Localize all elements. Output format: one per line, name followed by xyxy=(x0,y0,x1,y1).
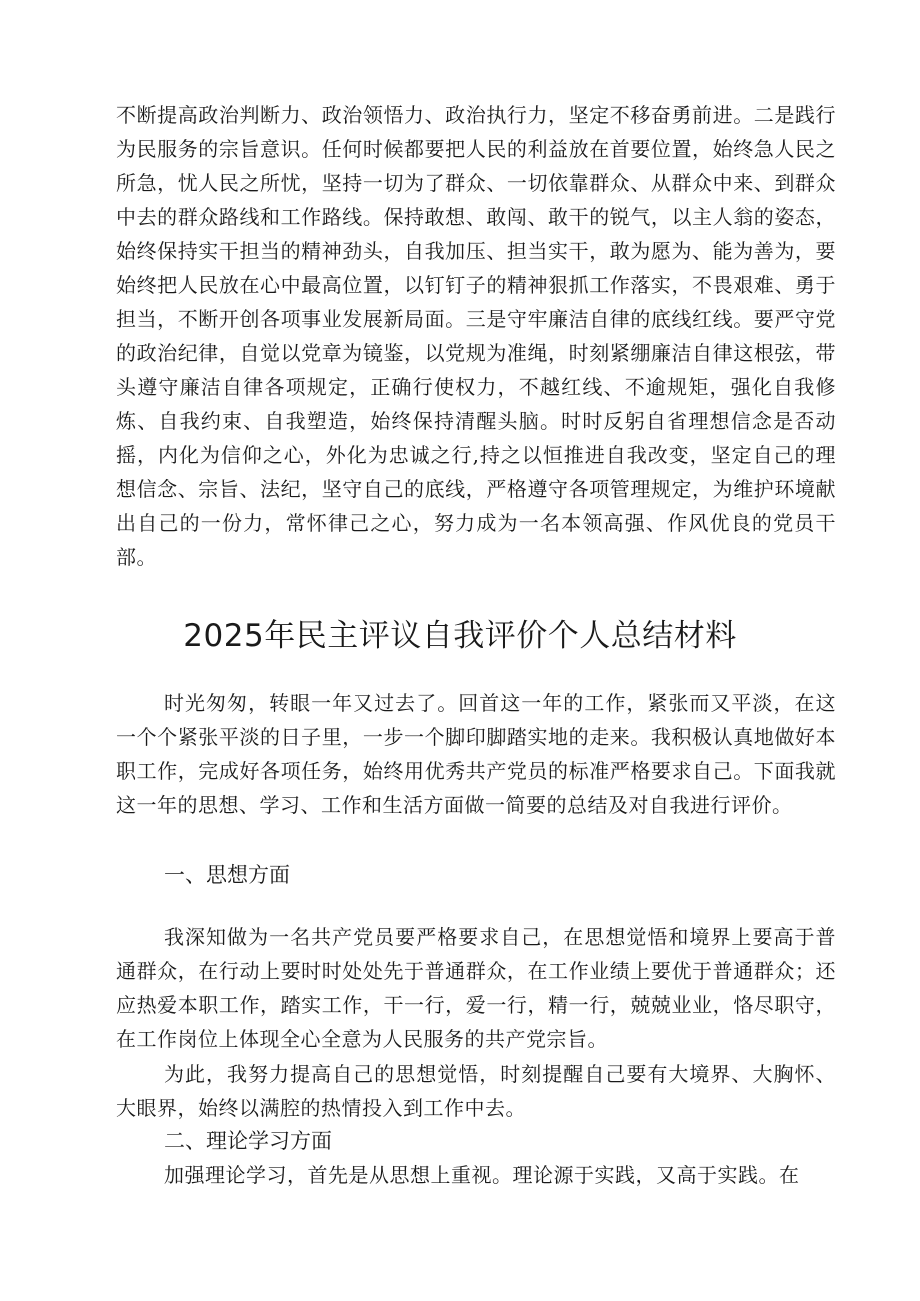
section-theory-paragraph-1: 加强理论学习，首先是从思想上重视。理论源于实践，又高于实践。在 xyxy=(164,1163,800,1187)
section-heading-thought: 一、思想方面 xyxy=(164,863,290,887)
section-heading-theory-study: 二、理论学习方面 xyxy=(164,1129,332,1153)
section-thought-paragraph-2: 为此，我努力提高自己的思想觉悟，时刻提醒自己要有大境界、大胸怀、大眼界，始终以满腔的热情投入到工作中去。 xyxy=(116,1062,836,1120)
section-thought-paragraph-1: 我深知做为一名共产党员要严格要求自己，在思想觉悟和境界上要高于普通群众，在行动上要时时处处先于普通群众，在工作业绩上要优于普通群众；还应热爱本职工作，踏实工作，干一行，爱一行，精一行，兢兢业业，恪尽职守，在工作岗位上体现全心全意为人民服务的共产党宗旨。 xyxy=(116,925,836,1051)
continuation-paragraph: 不断提高政治判断力、政治领悟力、政治执行力，坚定不移奋勇前进。二是践行为民服务的宗旨意识。任何时候都要把人民的利益放在首要位置，始终急人民之所急，忧人民之所忧，坚持一切为了群众、一切依靠群众、从群众中来、到群众中去的群众路线和工作路线。保持敢想、敢闯、敢干的锐气，以主人翁的姿态，始终保持实干担当的精神劲头，自我加压、担当实干，敢为愿为、能为善为，要始终把人民放在心中最高位置，以钉钉子的精神狠抓工作落实，不畏艰难、勇于担当，不断开创各项事业发展新局面。三是守牢廉洁自律的底线红线。要严守党的政治纪律，自觉以党章为镜鉴，以党规为准绳，时刻紧绷廉洁自律这根弦，带头遵守廉洁自律各项规定，正确行使权力，不越红线、不逾规矩，强化自我修炼、自我约束、自我塑造，始终保持清醒头脑。时时反躬自省理想信念是否动摇，内化为信仰之心，外化为忠诚之行,持之以恒推进自我改变，坚定自己的理想信念、宗旨、法纪，坚守自己的底线，严格遵守各项管理规定，为维护环境献出自己的一份力，常怀律己之心，努力成为一名本领高强、作风优良的党员干部。 xyxy=(116,103,836,569)
intro-paragraph: 时光匆匆，转眼一年又过去了。回首这一年的工作，紧张而又平淡，在这一个个紧张平淡的日子里，一步一个脚印脚踏实地的走来。我积极认真地做好本职工作，完成好各项任务，始终用优秀共产党员的标准严格要求自己。下面我就这一年的思想、学习、工作和生活方面做一简要的总结及对自我进行评价。 xyxy=(116,691,836,817)
document-title: 2025年民主评议自我评价个人总结材料 xyxy=(183,618,737,654)
